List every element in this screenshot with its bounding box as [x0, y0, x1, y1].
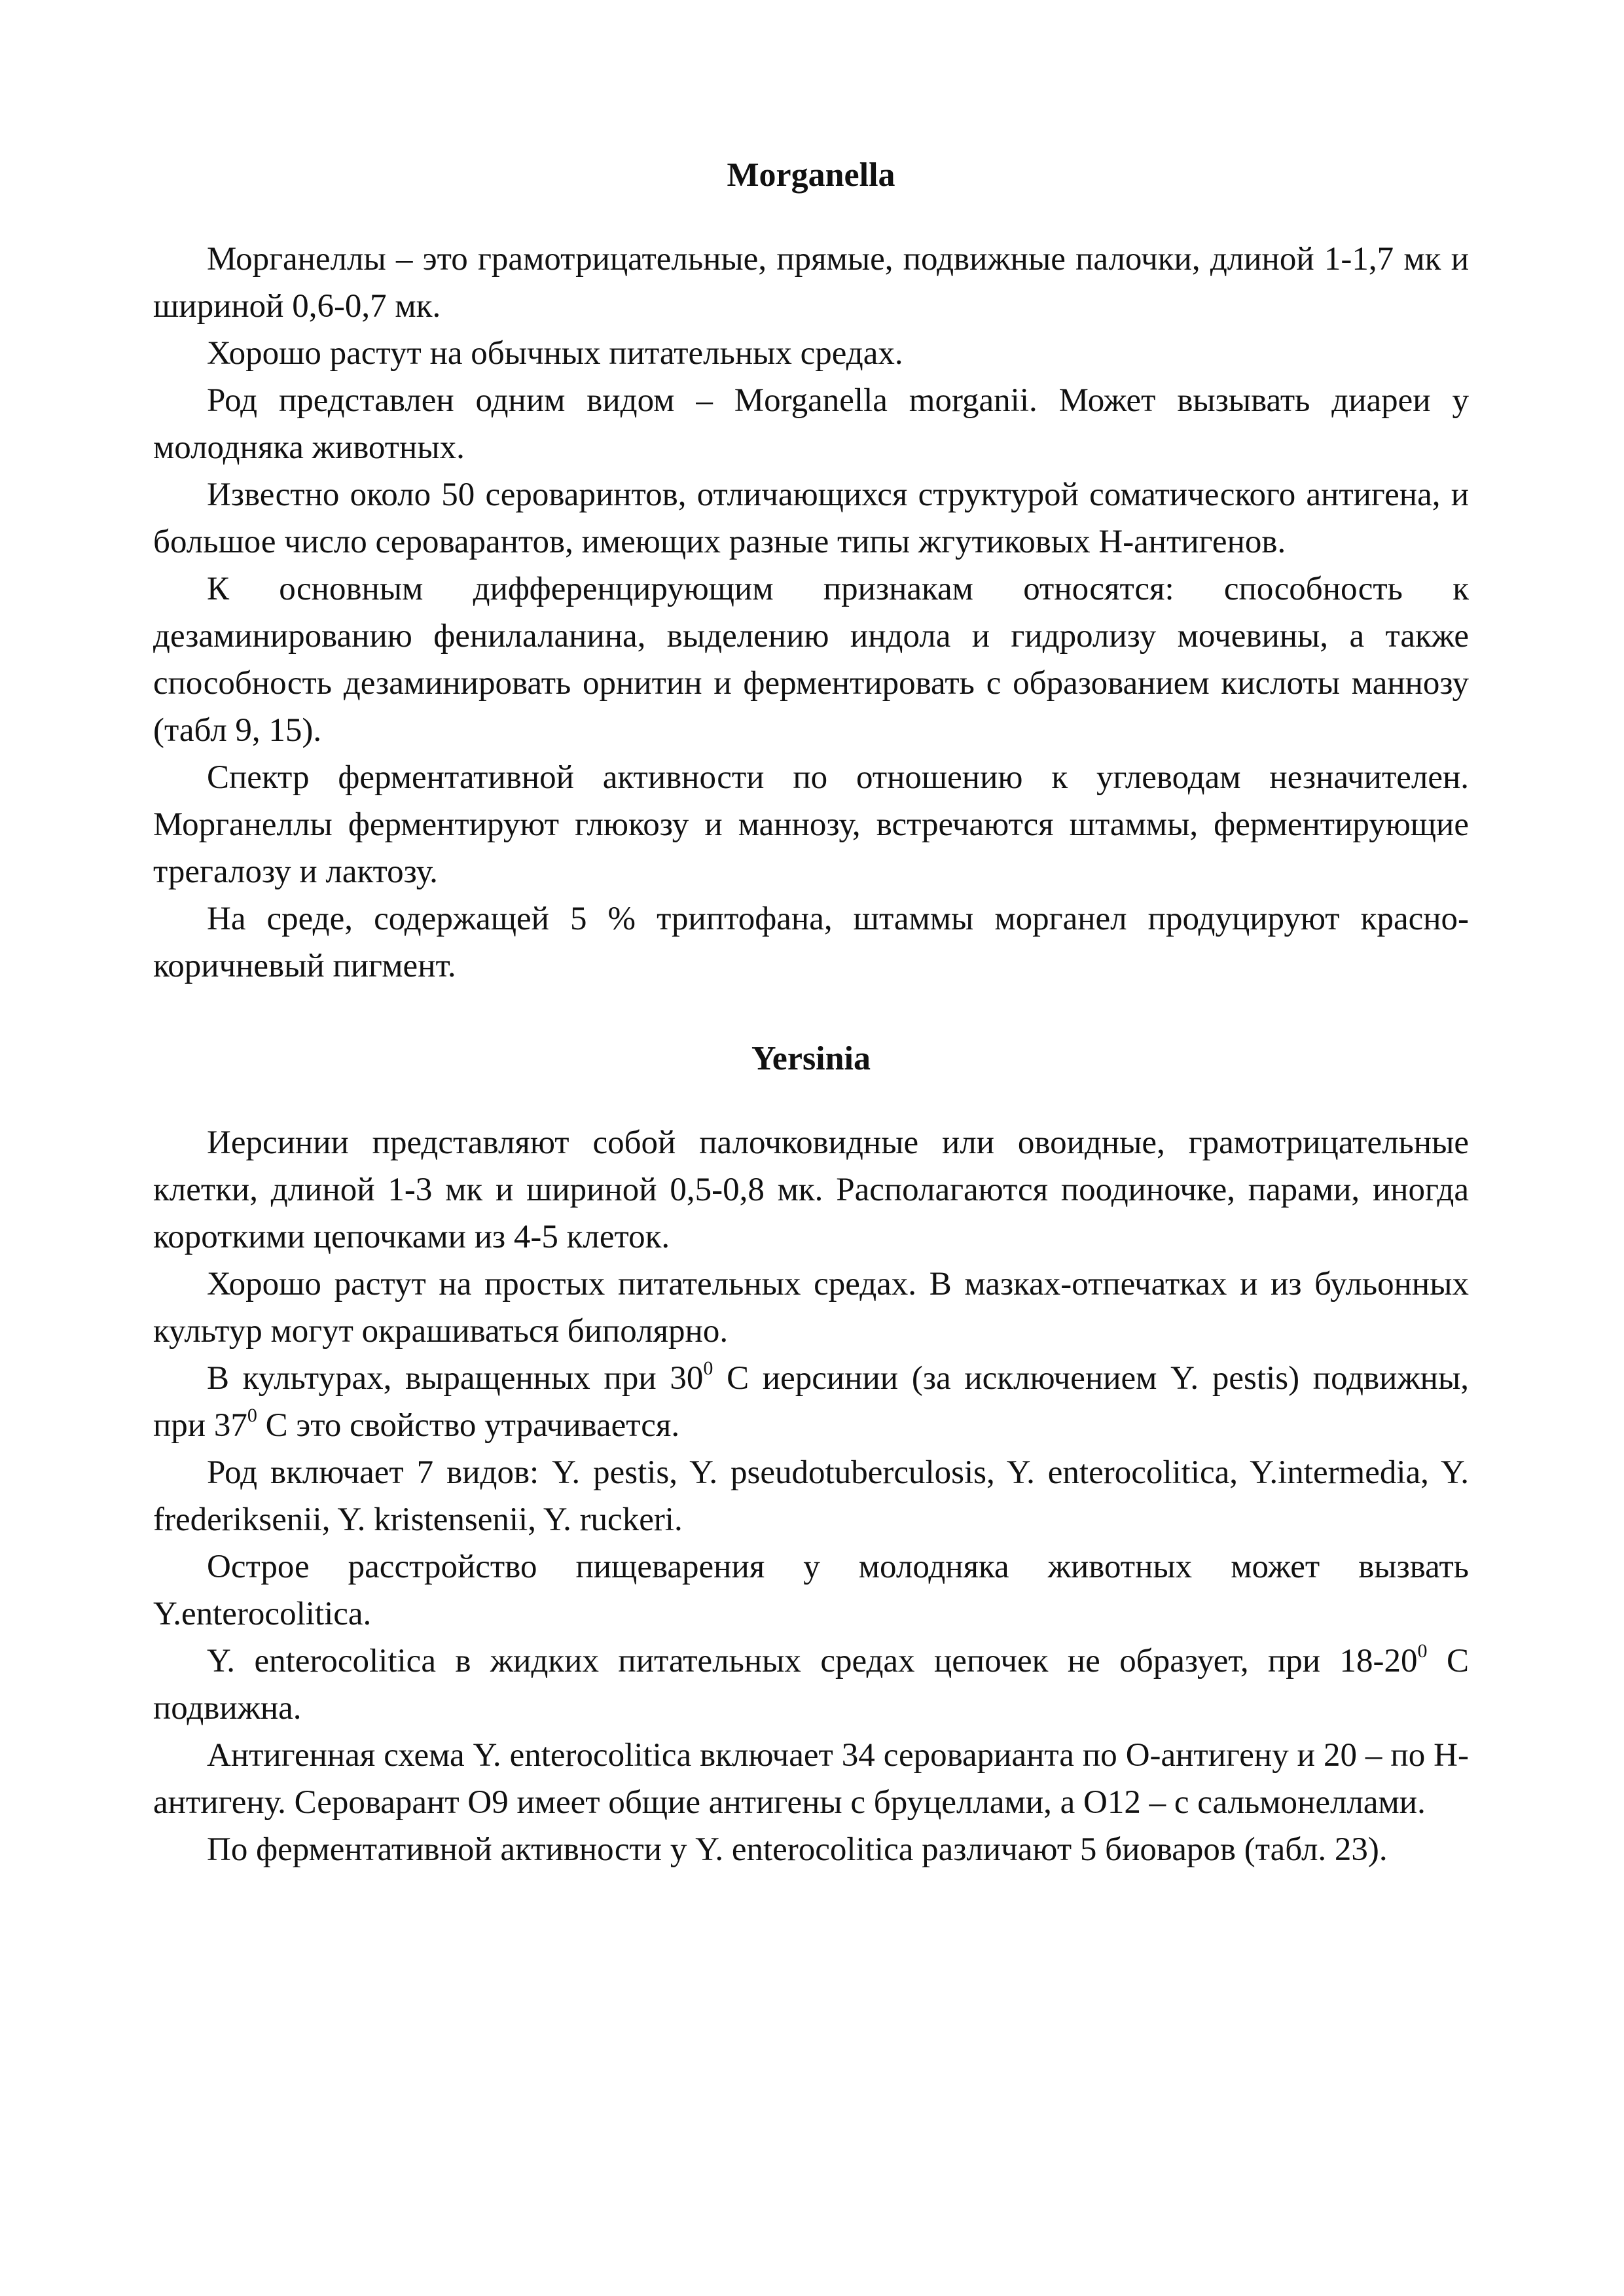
- text-run: С подвижна.: [153, 1643, 1469, 1727]
- section-morganella: [153, 152, 1469, 990]
- text-run: В культурах, выращенных при 30: [207, 1360, 704, 1397]
- paragraph: Род представлен одним видом – Morganella morganii. Может вызывать диареи у молодняка животных.: [153, 382, 1469, 466]
- paragraph: Острое расстройство пищеварения у молодняка животных может вызвать Y.enterocolitica.: [153, 1549, 1469, 1632]
- superscript: 0: [703, 1357, 713, 1379]
- paragraph: Известно около 50 сероваринтов, отличающихся структурой соматического антигена, и большое число сероварантов, имеющих разные типы жгутиковых Н-антигенов.: [153, 476, 1469, 560]
- document-page: [153, 152, 1469, 1873]
- paragraph: Антигенная схема Y. enterocolitica включает 34 сероварианта по О-антигену и 20 – по Н-антигену. Сероварант О9 имеет общие антигены с бруцеллами, а О12 – с сальмонеллами.: [153, 1737, 1469, 1821]
- paragraph: Род включает 7 видов: Y. pestis, Y. pseudotuberculosis, Y. enterocolitica, Y.intermedia, Y. frederiksenii, Y. kristensenii, Y. ruckeri.: [153, 1454, 1469, 1538]
- paragraph: Иерсинии представляют собой палочковидные или овоидные, грамотрицательные клетки, длиной 1-3 мк и шириной 0,5-0,8 мк. Располагаются поодиночке, парами, иногда короткими цепочками из 4-5 клеток.: [153, 1124, 1469, 1255]
- superscript: 0: [1417, 1640, 1428, 1662]
- superscript: 0: [247, 1405, 257, 1426]
- paragraph: [153, 1355, 1469, 1449]
- section-title: Morganella: [727, 156, 895, 194]
- paragraph: По ферментативной активности у Y. enterocolitica различают 5 биоваров (табл. 23).: [207, 1831, 1388, 1868]
- paragraph: [153, 1638, 1469, 1732]
- paragraph: Морганеллы – это грамотрицательные, прямые, подвижные палочки, длиной 1-1,7 мк и шириной 0,6-0,7 мк.: [153, 241, 1469, 325]
- paragraph: Спектр ферментативной активности по отношению к углеводам незначителен. Морганеллы ферментируют глюкозу и маннозу, встречаются штаммы, ферментирующие трегалозу и лактозу.: [153, 759, 1469, 890]
- paragraph: Хорошо растут на простых питательных средах. В мазках-отпечатках и из бульонных культур могут окрашиваться биполярно.: [153, 1266, 1469, 1350]
- paragraph: К основным дифференцирующим признакам относятся: способность к дезаминированию фенилаланина, выделению индола и гидролизу мочевины, а также способность дезаминировать орнитин и ферментировать с образованием кислоты маннозу (табл 9, 15).: [153, 571, 1469, 749]
- paragraph: На среде, содержащей 5 % триптофана, штаммы морганел продуцируют красно-коричневый пигмент.: [153, 901, 1469, 984]
- text-run: Y. enterocolitica в жидких питательных средах цепочек не образует, при 18-20: [207, 1643, 1418, 1679]
- text-run: С это свойство утрачивается.: [257, 1407, 680, 1444]
- paragraph: Хорошо растут на обычных питательных средах.: [207, 335, 903, 372]
- section-yersinia: [153, 1035, 1469, 1873]
- section-title: Yersinia: [751, 1040, 871, 1077]
- text-run: С иерсинии (за исключением Y. pestis) подвижны, при 37: [153, 1360, 1469, 1444]
